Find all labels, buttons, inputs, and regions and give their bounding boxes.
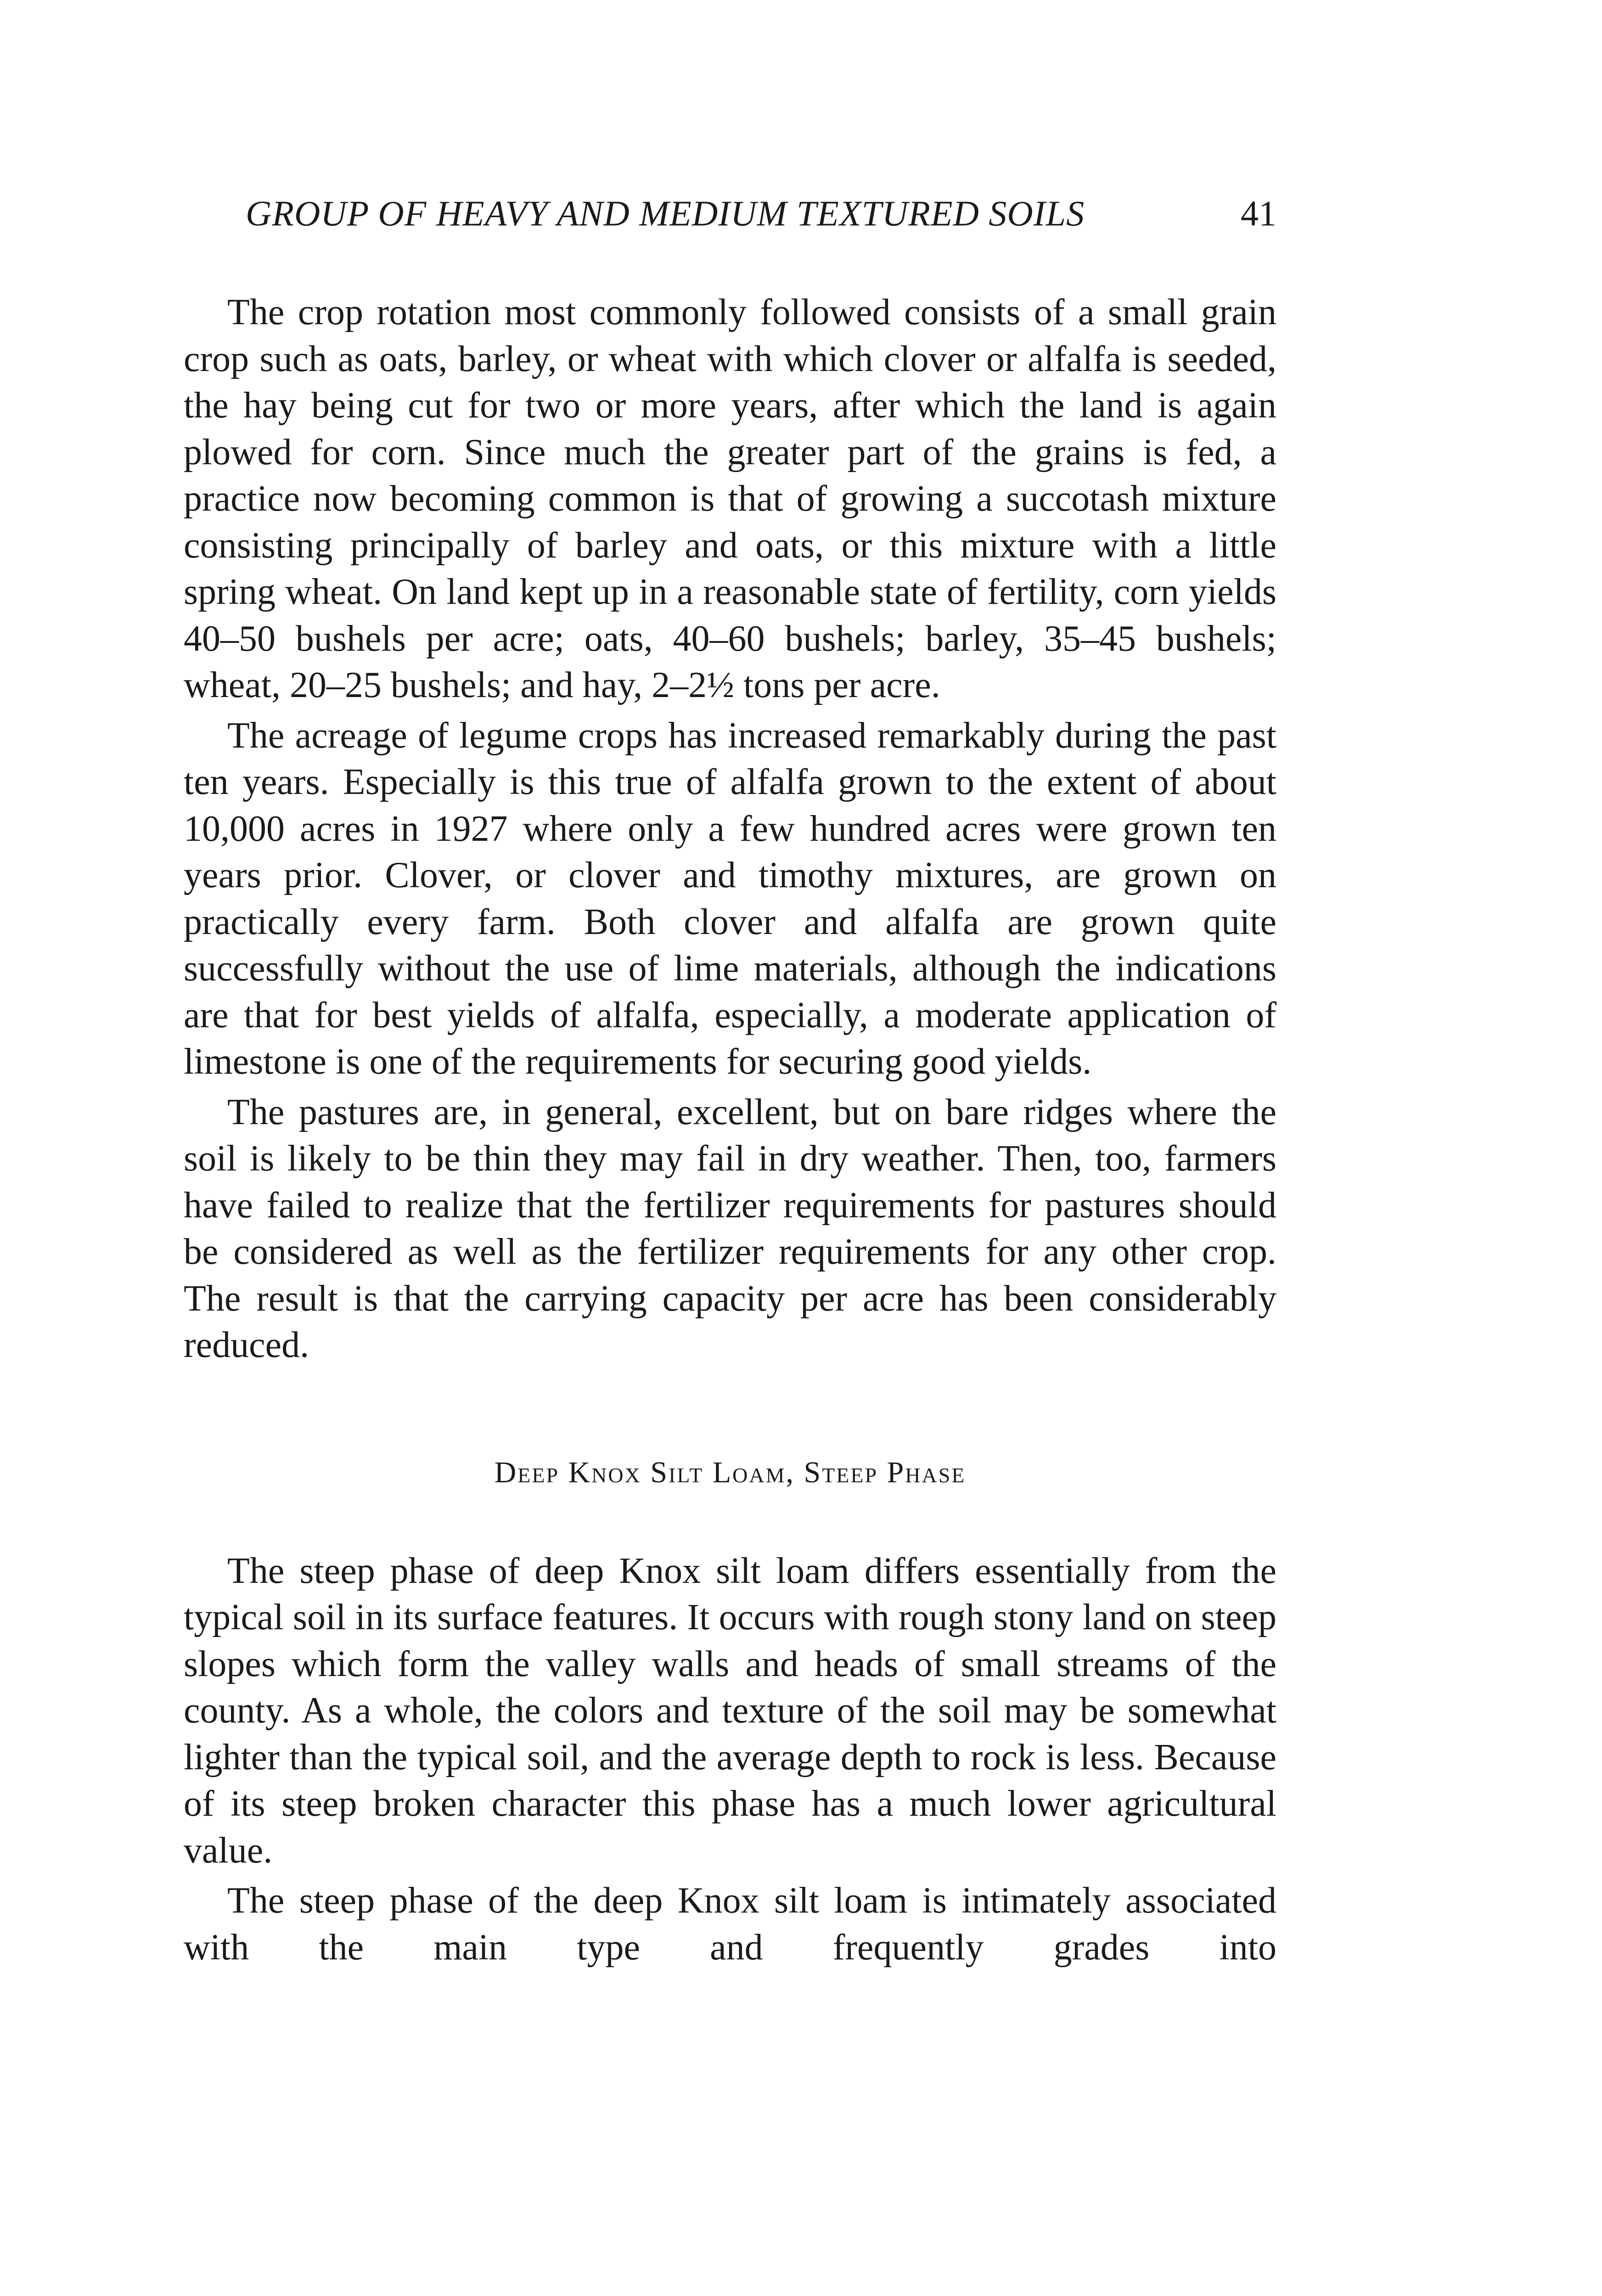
page-number: 41 — [1241, 193, 1276, 233]
running-header — [184, 193, 1276, 243]
paragraph-steep-phase-description: The steep phase of deep Knox silt loam differs essentially from the typical soil in its surface features. It occurs with rough stony land on steep slopes which form the valley walls and heads of small streams of the county. As a whole, the colors and texture of the soil may be somewhat lighter than the typical soil, and the average depth to rock is less. Because of its steep broken character this phase has a much lower agricultural value. — [184, 1550, 1276, 1871]
paragraph-pastures: The pastures are, in general, excellent, but on bare ridges where the soil is likely to be thin they may fail in dry weather. Then, too, farmers have failed to realize that the fertilizer requirements for pastures should be considered as well as the fertilizer requirements for any other crop. The result is that the carrying capacity per acre has been considerably reduced. — [184, 1092, 1276, 1365]
running-title: GROUP OF HEAVY AND MEDIUM TEXTURED SOILS — [246, 193, 1085, 233]
paragraph-steep-phase-association: The steep phase of the deep Knox silt loam is intimately associated with the main type and frequently grades into — [184, 1880, 1276, 1968]
document-page — [184, 193, 1276, 1971]
paragraph-crop-rotation: The crop rotation most commonly followed consists of a small grain crop such as oats, barley, or wheat with which clover or alfalfa is seeded, the hay being cut for two or more years, after which the land is again plowed for corn. Since much the greater part of the grains is fed, a practice now becoming common is that of growing a succotash mixture consisting principally of barley and oats, or this mixture with a little spring wheat. On land kept up in a reasonable state of fertility, corn yields 40–50 bushels per acre; oats, 40–60 bushels; barley, 35–45 bushels; wheat, 20–25 bushels; and hay, 2–2½ tons per acre. — [184, 292, 1276, 705]
paragraph-legume-acreage: The acreage of legume crops has increased remarkably during the past ten years. Especially is this true of alfalfa grown to the extent of about 10,000 acres in 1927 where only a few hundred acres were grown ten years prior. Clover, or clover and timothy mixtures, are grown on practically every farm. Both clover and alfalfa are grown quite successfully without the use of lime materials, although the indications are that for best yields of alfalfa, especially, a moderate application of limestone is one of the requirements for securing good yields. — [184, 715, 1276, 1082]
section-heading: Deep Knox Silt Loam, Steep Phase — [494, 1455, 966, 1489]
